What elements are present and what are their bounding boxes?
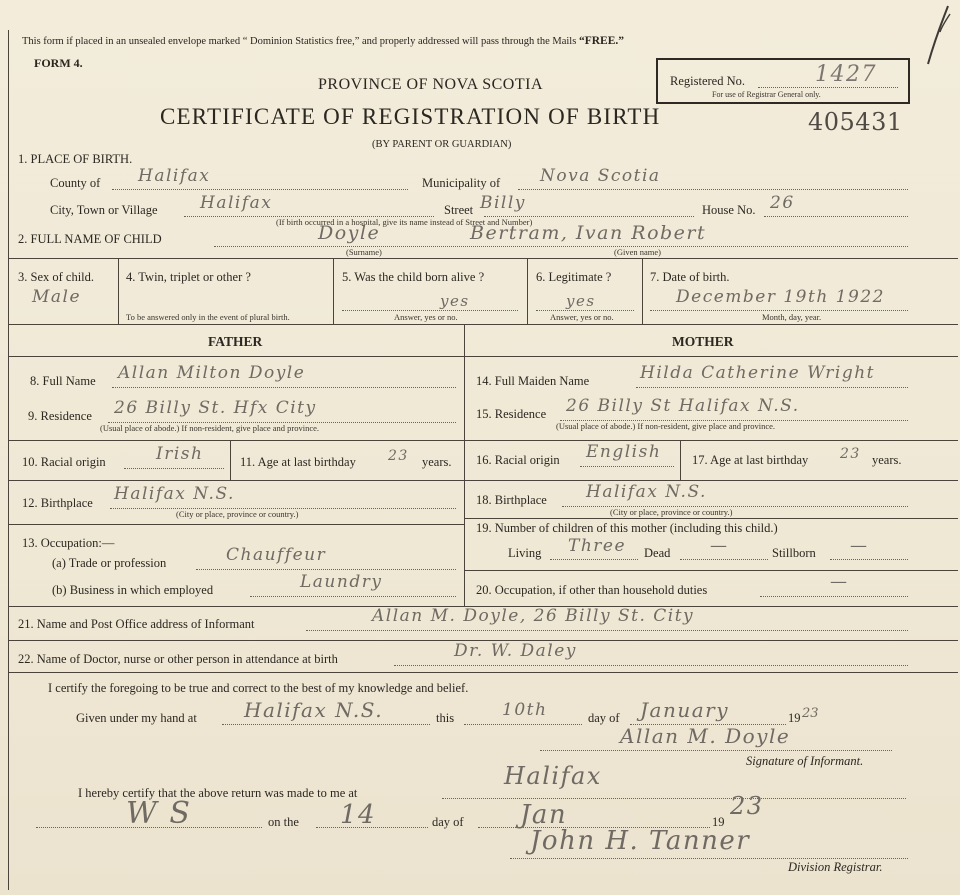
child-surname-value: Doyle bbox=[318, 222, 381, 244]
trade-label: (a) Trade or profession bbox=[52, 556, 167, 570]
dob-label: 7. Date of birth. bbox=[650, 270, 730, 284]
twin-label: 4. Twin, triplet or other ? bbox=[126, 270, 251, 284]
doctor-label: 22. Name of Doctor, nurse or other person in attendance at birth bbox=[18, 652, 338, 666]
registrar-statement: I hereby certify that the above return was made to me at bbox=[78, 786, 358, 800]
mother-birthplace-value: Halifax N.S. bbox=[586, 482, 707, 502]
sex-label: 3. Sex of child. bbox=[18, 270, 95, 284]
business-value: Laundry bbox=[300, 572, 383, 592]
certify-year-prefix: 19 bbox=[788, 711, 801, 725]
registrar-year-prefix: 19 bbox=[712, 815, 725, 829]
registrar-day-value: 14 bbox=[340, 800, 377, 830]
father-birthplace-label: 12. Birthplace bbox=[22, 496, 93, 510]
father-years: years. bbox=[422, 455, 452, 469]
alive-label: 5. Was the child born alive ? bbox=[342, 270, 485, 284]
pen-stroke bbox=[918, 2, 958, 72]
mother-age-label: 17. Age at last birthday bbox=[692, 453, 809, 467]
occupation-label: 13. Occupation:— bbox=[22, 536, 115, 550]
mother-birthplace-note: (City or place, province or country.) bbox=[610, 507, 733, 517]
mother-racial-value: English bbox=[586, 442, 662, 462]
father-residence-value: 26 Billy St. Hfx City bbox=[114, 398, 317, 418]
trade-value: Chauffeur bbox=[226, 545, 327, 565]
registrar-place-value: Halifax bbox=[504, 762, 602, 790]
registered-label: Registered No. bbox=[670, 74, 745, 88]
dob-note: Month, day, year. bbox=[762, 312, 822, 322]
father-age-value: 23 bbox=[388, 448, 409, 464]
father-racial-value: Irish bbox=[156, 444, 204, 464]
surname-caption: (Surname) bbox=[346, 247, 382, 257]
municipality-label: Municipality of bbox=[422, 176, 501, 190]
on-label: on the bbox=[268, 815, 299, 829]
mail-notice: This form if placed in an unsealed envelope marked “ Dominion Statistics free,” and properly addressed will pass through the Mails “FREE.” bbox=[22, 35, 624, 47]
alive-value: yes bbox=[440, 292, 470, 310]
street-label: Street bbox=[444, 203, 474, 217]
father-birthplace-note: (City or place, province or country.) bbox=[176, 509, 299, 519]
dob-value: December 19th 1922 bbox=[676, 287, 885, 307]
municipality-value: Nova Scotia bbox=[540, 166, 661, 186]
place-heading: 1. PLACE OF BIRTH. bbox=[18, 152, 133, 166]
mother-birthplace-label: 18. Birthplace bbox=[476, 493, 547, 507]
registrar-caption: Division Registrar. bbox=[788, 860, 883, 874]
mother-years: years. bbox=[872, 453, 902, 467]
mother-racial-label: 16. Racial origin bbox=[476, 453, 560, 467]
hospital-note: (If birth occurred in a hospital, give its name instead of Street and Number) bbox=[276, 217, 533, 227]
sex-value: Male bbox=[32, 287, 82, 307]
legitimate-note: Answer, yes or no. bbox=[550, 312, 614, 322]
province-heading: PROVINCE OF NOVA SCOTIA bbox=[318, 76, 544, 93]
father-name-value: Allan Milton Doyle bbox=[118, 363, 306, 383]
informant-label: 21. Name and Post Office address of Informant bbox=[18, 617, 255, 631]
signature-caption: Signature of Informant. bbox=[746, 754, 864, 768]
city-value: Halifax bbox=[200, 193, 273, 213]
dead-label: Dead bbox=[644, 546, 671, 560]
father-birthplace-value: Halifax N.S. bbox=[114, 484, 235, 504]
city-label: City, Town or Village bbox=[50, 203, 158, 217]
child-given-value: Bertram, Ivan Robert bbox=[470, 222, 707, 244]
county-label: County of bbox=[50, 176, 101, 190]
page-title: CERTIFICATE OF REGISTRATION OF BIRTH bbox=[160, 104, 661, 129]
mother-occupation-label: 20. Occupation, if other than household duties bbox=[476, 583, 708, 597]
legitimate-label: 6. Legitimate ? bbox=[536, 270, 612, 284]
certify-year-value: 23 bbox=[802, 706, 819, 721]
father-age-label: 11. Age at last birthday bbox=[240, 455, 356, 469]
mother-age-value: 23 bbox=[840, 446, 861, 462]
children-label: 19. Number of children of this mother (including this child.) bbox=[476, 521, 778, 535]
alive-note: Answer, yes or no. bbox=[394, 312, 458, 322]
stillborn-label: Stillborn bbox=[772, 546, 816, 560]
given-label: Given under my hand at bbox=[76, 711, 197, 725]
mother-residence-value: 26 Billy St Halifax N.S. bbox=[566, 396, 800, 416]
registrar-signature-value: John H. Tanner bbox=[530, 826, 751, 856]
mother-residence-label: 15. Residence bbox=[476, 407, 547, 421]
father-residence-label: 9. Residence bbox=[28, 409, 92, 423]
registrar-dayof-label: day of bbox=[432, 815, 464, 829]
stillborn-value: — bbox=[850, 536, 869, 556]
this-label: this bbox=[436, 711, 455, 725]
business-label: (b) Business in which employed bbox=[52, 583, 214, 597]
certify-day-value: 10th bbox=[502, 700, 548, 720]
registrar-month-value: Jan bbox=[520, 800, 568, 830]
certify-month-value: January bbox=[640, 698, 729, 722]
father-residence-note: (Usual place of abode.) If non-resident, give place and province. bbox=[100, 423, 320, 433]
registered-value: 1427 bbox=[815, 62, 877, 87]
living-label: Living bbox=[508, 546, 542, 560]
mother-name-value: Hilda Catherine Wright bbox=[640, 363, 876, 383]
street-value: Billy bbox=[480, 193, 526, 213]
certify-dayof-label: day of bbox=[588, 711, 620, 725]
mother-occupation-value: — bbox=[830, 572, 849, 592]
dead-value: — bbox=[710, 536, 729, 556]
mother-residence-note: (Usual place of abode.) If non-resident, give place and province. bbox=[556, 421, 776, 431]
county-value: Halifax bbox=[138, 166, 211, 186]
house-value: 26 bbox=[770, 193, 795, 213]
informant-value: Allan M. Doyle, 26 Billy St. City bbox=[372, 606, 695, 626]
child-name-label: 2. FULL NAME OF CHILD bbox=[18, 232, 162, 246]
registrar-use: For use of Registrar General only. bbox=[712, 90, 821, 99]
mother-heading: MOTHER bbox=[672, 334, 734, 349]
registrar-year-value: 23 bbox=[730, 792, 764, 820]
given-caption: (Given name) bbox=[614, 247, 661, 257]
certify-statement: I certify the foregoing to be true and correct to the best of my knowledge and belief. bbox=[48, 681, 469, 695]
father-racial-label: 10. Racial origin bbox=[22, 455, 106, 469]
page-subtitle: (BY PARENT OR GUARDIAN) bbox=[372, 139, 512, 150]
informant-signature-value: Allan M. Doyle bbox=[620, 724, 791, 748]
house-label: House No. bbox=[702, 203, 756, 217]
doctor-value: Dr. W. Daley bbox=[454, 641, 577, 661]
father-heading: FATHER bbox=[208, 334, 263, 349]
father-name-label: 8. Full Name bbox=[30, 374, 96, 388]
stamp-number: 405431 bbox=[808, 108, 903, 136]
twin-note: To be answered only in the event of plural birth. bbox=[126, 312, 290, 322]
legitimate-value: yes bbox=[566, 292, 596, 310]
living-value: Three bbox=[568, 536, 627, 556]
registrar-mark: W S bbox=[126, 796, 192, 831]
left-border bbox=[8, 30, 9, 890]
mother-name-label: 14. Full Maiden Name bbox=[476, 374, 590, 388]
given-place-value: Halifax N.S. bbox=[244, 698, 384, 722]
form-number: FORM 4. bbox=[34, 56, 83, 70]
